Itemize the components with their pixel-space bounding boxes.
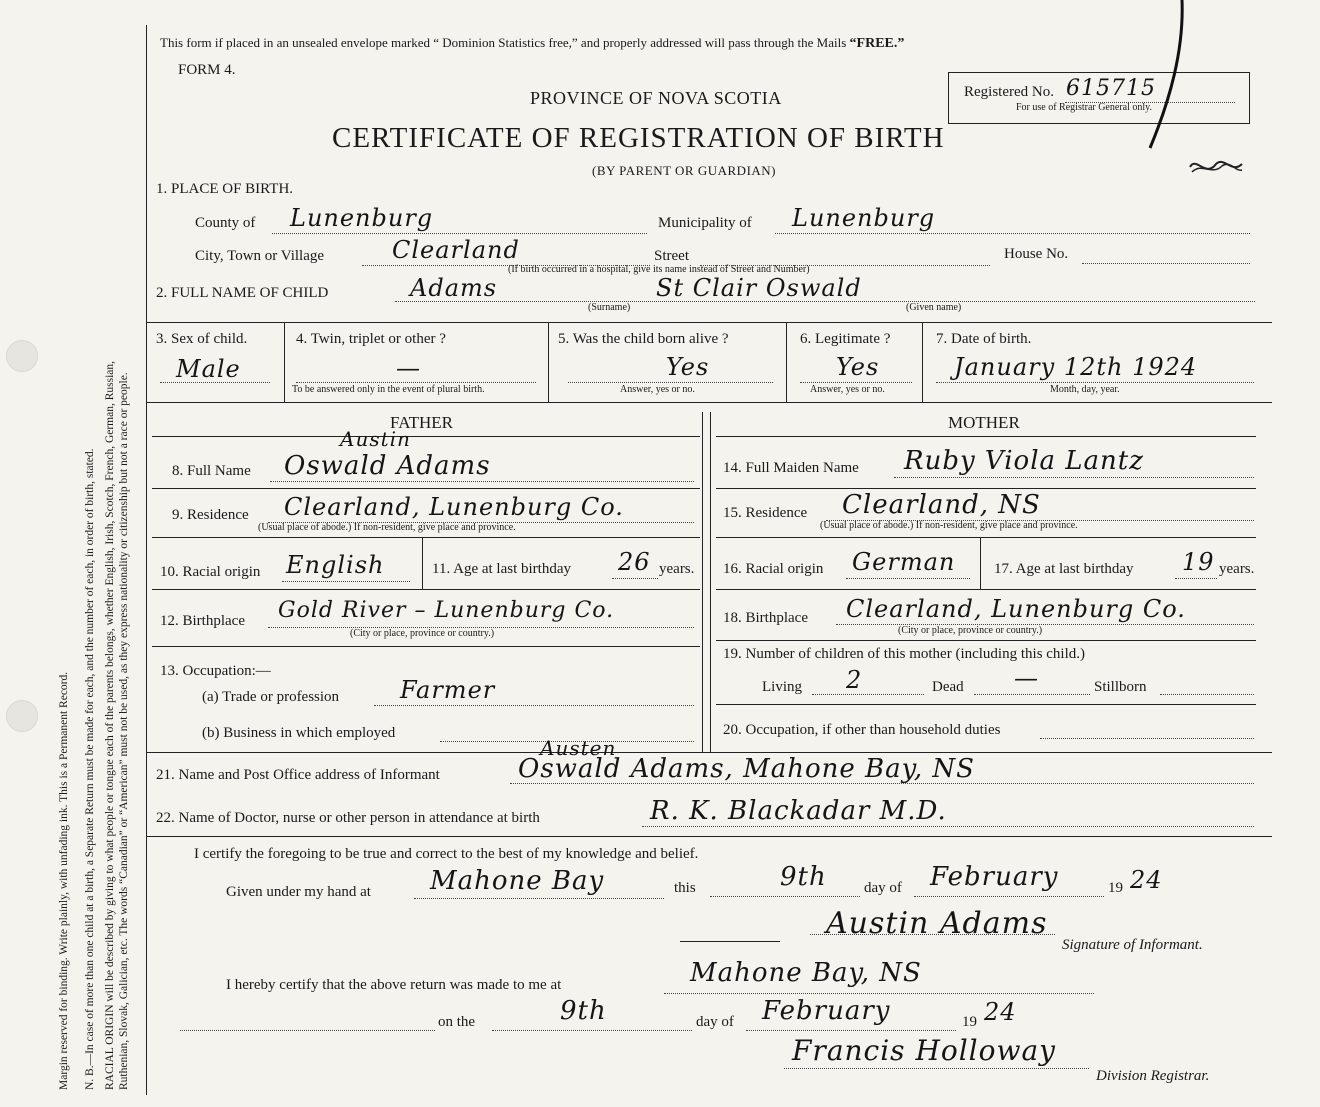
mother-heading: MOTHER [948, 413, 1020, 432]
mother-name-label: 14. Full Maiden Name [723, 460, 859, 476]
sex-value: Male [176, 355, 241, 383]
reg-day-of-label: day of [696, 1014, 734, 1030]
given-label: Given under my hand at [226, 884, 371, 900]
margin-note-2: N. B.—In case of more than one child at a birth, a Separate Return must be made for each, and the number of each, in order of birth, stated. [84, 448, 96, 1090]
father-racial-label: 10. Racial origin [160, 564, 261, 580]
mother-residence-value: Clearland, NS [842, 490, 1041, 520]
punch-hole [6, 340, 38, 372]
twin-value: — [396, 354, 421, 382]
mother-living-value: 2 [846, 666, 863, 694]
registrar-statement: I hereby certify that the above return was made to me at [226, 977, 562, 993]
twin-label: 4. Twin, triplet or other ? [296, 331, 446, 347]
municipality-label: Municipality of [658, 215, 752, 231]
scribble-mark [1186, 152, 1246, 182]
mother-children-label: 19. Number of children of this mother (including this child.) [723, 646, 1086, 662]
father-residence-label: 9. Residence [172, 507, 249, 523]
informant-value: Oswald Adams, Mahone Bay, NS [518, 754, 975, 784]
father-occupation-label: 13. Occupation:— [160, 663, 271, 679]
mother-stillborn-label: Stillborn [1094, 679, 1147, 695]
father-name-inserted: Austin [340, 427, 411, 451]
year-suffix: 24 [1130, 866, 1163, 894]
city-value: Clearland [392, 236, 520, 264]
child-given-value: St Clair Oswald [656, 274, 862, 302]
registrar-place: Mahone Bay, NS [690, 958, 922, 988]
cert-month: February [930, 862, 1059, 892]
reg-year-suffix: 24 [984, 998, 1017, 1026]
county-value: Lunenburg [290, 204, 434, 232]
mother-residence-label: 15. Residence [723, 505, 808, 521]
punch-hole [6, 700, 38, 732]
alive-label: 5. Was the child born alive ? [558, 331, 729, 347]
dob-label: 7. Date of birth. [936, 331, 1032, 347]
mother-years-label: years. [1219, 561, 1255, 577]
form-number: FORM 4. [178, 62, 236, 78]
doctor-label: 22. Name of Doctor, nurse or other person in attendance at birth [156, 810, 540, 826]
father-years-label: years. [659, 561, 695, 577]
mother-occupation-label: 20. Occupation, if other than household duties [723, 722, 1001, 738]
postal-free: “FREE.” [849, 36, 905, 51]
alive-value: Yes [666, 353, 710, 381]
father-name-label: 8. Full Name [172, 463, 251, 479]
parent-divider-left [702, 412, 703, 752]
mother-birthplace-caption: (City or place, province or country.) [898, 625, 1043, 636]
mother-dead-value: — [1014, 664, 1039, 692]
doctor-value: R. K. Blackadar M.D. [650, 796, 947, 826]
father-business-label: (b) Business in which employed [202, 725, 396, 741]
certification-top-border [146, 836, 1272, 837]
legit-label: 6. Legitimate ? [800, 331, 891, 347]
registrar-note: For use of Registrar General only. [1016, 102, 1152, 113]
municipality-value: Lunenburg [792, 204, 936, 232]
day-of-label: day of [864, 880, 902, 896]
father-age-value: 26 [618, 548, 651, 576]
row3-top-border [146, 322, 1272, 323]
father-trade-label: (a) Trade or profession [202, 689, 340, 705]
father-heading: FATHER [390, 413, 453, 432]
postal-note: This form if placed in an unsealed envelope marked “ Dominion Statistics free,” and properly addressed will pass through the Mails “FREE.” [160, 35, 905, 51]
parent-divider-right [710, 412, 711, 752]
pen-stroke-mark [1120, 0, 1200, 160]
father-birthplace-caption: (City or place, province or country.) [350, 628, 495, 639]
house-label: House No. [1004, 246, 1069, 262]
registered-label: Registered No. [964, 84, 1054, 100]
alive-caption: Answer, yes or no. [620, 384, 695, 395]
given-caption: (Given name) [906, 302, 962, 313]
form-left-border [146, 25, 147, 1095]
registrar-signature: Francis Holloway [792, 1034, 1056, 1067]
mother-birthplace-value: Clearland, Lunenburg Co. [846, 595, 1186, 623]
registered-number: 615715 [1066, 76, 1156, 101]
twin-caption: To be answered only in the event of plural birth. [292, 384, 485, 395]
mother-age-value: 19 [1182, 548, 1215, 576]
this-label: this [674, 880, 696, 896]
informant-label: 21. Name and Post Office address of Informant [156, 767, 440, 783]
mother-birthplace-label: 18. Birthplace [723, 610, 808, 626]
registrar-day: 9th [560, 996, 607, 1026]
mother-racial-label: 16. Racial origin [723, 561, 824, 577]
registrar-caption: Division Registrar. [1096, 1068, 1210, 1084]
form-title: CERTIFICATE OF REGISTRATION OF BIRTH [332, 122, 945, 154]
legit-caption: Answer, yes or no. [810, 384, 885, 395]
this-day: 9th [780, 862, 827, 892]
year-prefix: 19 [1108, 880, 1123, 896]
mother-racial-value: German [852, 548, 956, 576]
father-racial-value: English [286, 551, 385, 579]
mother-dead-label: Dead [932, 679, 964, 695]
cert-statement: I certify the foregoing to be true and correct to the best of my knowledge and belief. [194, 846, 699, 862]
form-subtitle: (BY PARENT OR GUARDIAN) [592, 163, 777, 178]
child-name-label: 2. FULL NAME OF CHILD [156, 285, 329, 301]
father-name-value: Oswald Adams [284, 451, 491, 481]
father-age-label: 11. Age at last birthday [432, 561, 571, 577]
street-label: Street [654, 248, 689, 264]
child-surname-value: Adams [410, 274, 498, 302]
city-label: City, Town or Village [195, 248, 325, 264]
margin-note-1: Margin reserved for binding. Write plainly, with unfading ink. This is a Permanent Record. [58, 671, 70, 1090]
margin-note-4: Ruthenian, Slovak, Galician, etc. The words “Canadian” or “American” must not be used, as they express nationality or citizenship but not a race or people. [118, 372, 130, 1090]
hospital-note: (If birth occurred in a hospital, give its name instead of Street and Number) [508, 264, 810, 275]
father-trade-value: Farmer [400, 676, 496, 704]
father-birthplace-value: Gold River – Lunenburg Co. [278, 598, 615, 623]
mother-living-label: Living [762, 679, 802, 695]
father-residence-caption: (Usual place of abode.) If non-resident, give place and province. [258, 522, 516, 533]
registrar-month: February [762, 996, 891, 1026]
informant-inserted: Austen [540, 736, 617, 760]
sex-label: 3. Sex of child. [156, 331, 248, 347]
mother-name-value: Ruby Viola Lantz [904, 446, 1144, 476]
informant-top-border [146, 752, 1272, 753]
reg-year-prefix: 19 [962, 1014, 977, 1030]
dob-value: January 12th 1924 [954, 353, 1198, 381]
legit-value: Yes [836, 353, 880, 381]
province-heading: PROVINCE OF NOVA SCOTIA [530, 88, 782, 108]
county-label: County of [195, 215, 256, 231]
informant-signature: Austin Adams [826, 906, 1048, 941]
informant-caption: Signature of Informant. [1062, 937, 1203, 953]
margin-note-3: RACIAL ORIGIN will be described by giving to what people or tongue each of the parents belongs, whether English, Irish, Scotch, French, German, Russian, [104, 360, 116, 1090]
dob-caption: Month, day, year. [1050, 384, 1120, 395]
father-birthplace-label: 12. Birthplace [160, 613, 245, 629]
given-place: Mahone Bay [430, 866, 605, 896]
mother-age-label: 17. Age at last birthday [994, 561, 1134, 577]
place-heading: 1. PLACE OF BIRTH. [156, 181, 294, 197]
father-residence-value: Clearland, Lunenburg Co. [284, 493, 624, 521]
mother-residence-caption: (Usual place of abode.) If non-resident, give place and province. [820, 520, 1078, 531]
surname-caption: (Surname) [588, 302, 631, 313]
on-the-label: on the [438, 1014, 476, 1030]
row3-bottom-border [146, 402, 1272, 403]
